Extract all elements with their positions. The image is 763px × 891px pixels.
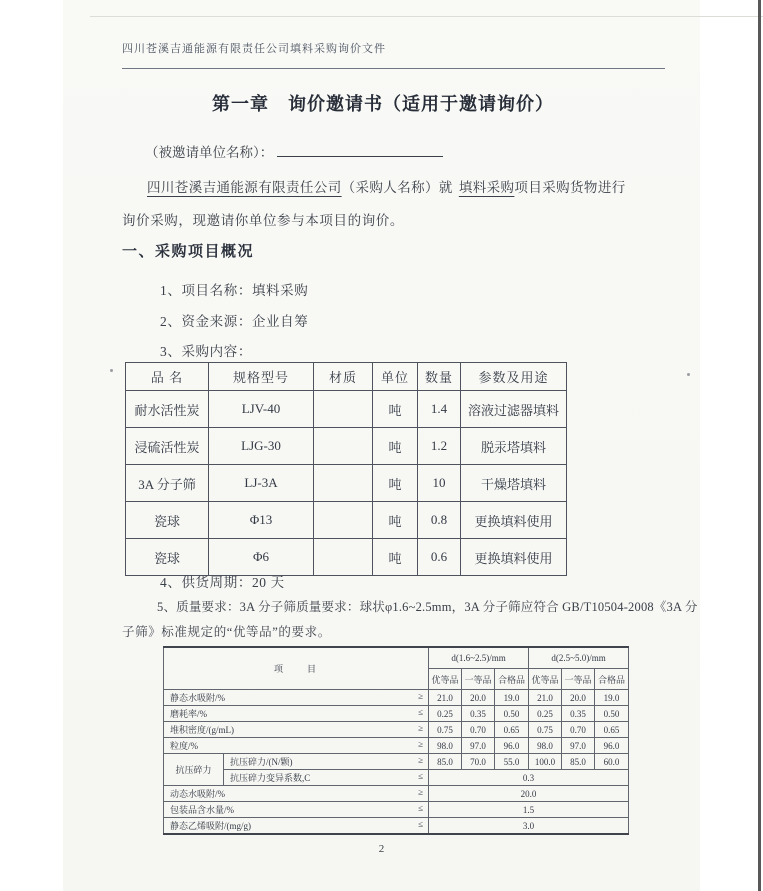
t1-cell: 干燥塔填料	[461, 465, 567, 502]
table-row	[126, 391, 567, 428]
t2-value-cell: 98.0	[429, 738, 462, 754]
t2-value-cell: 0.35	[562, 706, 595, 722]
table-row	[164, 786, 629, 802]
scan-top-edge	[90, 16, 763, 17]
t1-cell	[314, 428, 373, 465]
t1-cell: 溶液过滤器填料	[461, 391, 567, 428]
t2-grade-header: 合格品	[495, 669, 529, 690]
t2-span-value-cell: 20.0	[429, 786, 629, 802]
t1-cell: 吨	[373, 502, 418, 539]
section1-heading: 一、采购项目概况	[122, 244, 255, 260]
t1-cell: 更换填料使用	[461, 539, 567, 576]
scan-speck	[110, 369, 113, 372]
intro-paragraph-line2: 询价采购，现邀请你单位参与本项目的询价。	[122, 213, 404, 228]
t2-label-cell	[164, 722, 429, 738]
t1-cell: 浸硫活性炭	[126, 428, 209, 465]
spec-label: 抗压碎力/(N/颗)	[230, 757, 293, 767]
t2-value-cell: 20.0	[562, 690, 595, 706]
comparison-operator: ≥	[418, 691, 424, 701]
table-row	[126, 539, 567, 576]
t1-cell: 吨	[373, 465, 418, 502]
project-name: 填料采购	[458, 180, 515, 195]
t1-cell: 吨	[373, 428, 418, 465]
t2-value-cell: 19.0	[595, 690, 629, 706]
t1-cell: LJV-40	[209, 391, 314, 428]
invitee-line	[145, 141, 443, 161]
t1-cell: Φ13	[209, 502, 314, 539]
t1-cell: 3A 分子筛	[126, 465, 209, 502]
t2-value-cell: 96.0	[595, 738, 629, 754]
spec-label: 抗压碎力变异系数,C	[230, 773, 311, 783]
t1-cell: 10	[418, 465, 461, 502]
comparison-operator: ≥	[418, 787, 424, 797]
t2-value-cell: 0.70	[462, 722, 495, 738]
overview-item-2: 2、资金来源：企业自筹	[160, 314, 309, 329]
t1-header-cell: 数量	[418, 363, 461, 391]
t2-value-cell: 55.0	[495, 754, 529, 770]
t2-value-cell: 97.0	[462, 738, 495, 754]
t2-value-cell: 0.65	[595, 722, 629, 738]
table-row	[164, 722, 629, 738]
t2-label-cell	[164, 786, 429, 802]
t1-cell: 0.8	[418, 502, 461, 539]
t2-label-cell	[164, 802, 429, 818]
table-row	[164, 818, 629, 835]
buyer-suffix: （采购人名称）就	[341, 180, 453, 195]
t2-value-cell: 0.65	[495, 722, 529, 738]
t2-size-group-2: d(2.5~5.0)/mm	[529, 647, 629, 669]
t1-header-cell: 品 名	[126, 363, 209, 391]
t1-header-cell: 参数及用途	[461, 363, 567, 391]
intro-tail: 项目采购货物进行	[514, 180, 626, 195]
t1-cell: 脱汞塔填料	[461, 428, 567, 465]
header-rule	[122, 68, 665, 69]
crush-group-label: 抗压碎力	[164, 754, 224, 786]
t2-value-cell: 100.0	[529, 754, 562, 770]
t2-label-cell	[224, 754, 429, 770]
t2-value-cell: 98.0	[529, 738, 562, 754]
t2-value-cell: 20.0	[462, 690, 495, 706]
quality-header-row-1	[164, 647, 629, 669]
t2-value-cell: 85.0	[562, 754, 595, 770]
t1-cell: 更换填料使用	[461, 502, 567, 539]
t1-cell: Φ6	[209, 539, 314, 576]
page-number: 2	[378, 843, 385, 855]
t2-value-cell: 0.70	[562, 722, 595, 738]
t2-value-cell: 60.0	[595, 754, 629, 770]
table-row	[164, 706, 629, 722]
comparison-operator: ≥	[418, 755, 424, 765]
t2-value-cell: 21.0	[529, 690, 562, 706]
t1-cell: 耐水活性炭	[126, 391, 209, 428]
buyer-name: 四川苍溪吉通能源有限责任公司	[147, 180, 342, 195]
t1-header-cell: 材质	[314, 363, 373, 391]
t1-cell: 瓷球	[126, 502, 209, 539]
t1-header-cell: 规格型号	[209, 363, 314, 391]
t1-cell: LJG-30	[209, 428, 314, 465]
overview-item-1: 1、项目名称：填料采购	[160, 283, 309, 298]
comparison-operator: ≤	[418, 771, 424, 781]
comparison-operator: ≤	[418, 819, 424, 829]
item-quality-line2: 子筛》标准规定的“优等品”的要求。	[122, 625, 331, 639]
t2-grade-header: 优等品	[529, 669, 562, 690]
scan-speck	[687, 373, 690, 376]
t2-label-cell	[164, 690, 429, 706]
t2-value-cell: 0.75	[429, 722, 462, 738]
t2-value-cell: 0.35	[462, 706, 495, 722]
t1-cell: 吨	[373, 391, 418, 428]
table-row	[164, 690, 629, 706]
scan-right-edge-line	[758, 0, 761, 891]
spec-label: 静态水吸附/%	[170, 693, 225, 703]
t2-value-cell: 0.50	[495, 706, 529, 722]
t2-size-group-1: d(1.6~2.5)/mm	[429, 647, 529, 669]
table-row	[126, 502, 567, 539]
t2-label-cell	[164, 738, 429, 754]
t2-value-cell: 70.0	[462, 754, 495, 770]
t2-value-cell: 0.25	[429, 706, 462, 722]
t2-label-cell	[164, 818, 429, 835]
document-header: 四川苍溪吉通能源有限责任公司填料采购询价文件	[122, 43, 386, 55]
spec-label: 堆积密度/(g/mL)	[170, 725, 234, 735]
table-row	[164, 754, 629, 770]
t1-cell: LJ-3A	[209, 465, 314, 502]
t2-grade-header: 合格品	[595, 669, 629, 690]
spec-label: 磨耗率/%	[170, 709, 207, 719]
t2-grade-header: 优等品	[429, 669, 462, 690]
t2-item-header: 项 目	[164, 647, 429, 690]
comparison-operator: ≤	[418, 707, 424, 717]
t1-cell	[314, 502, 373, 539]
t2-span-value-cell: 3.0	[429, 818, 629, 835]
comparison-operator: ≥	[418, 723, 424, 733]
procurement-header-row	[126, 363, 567, 391]
chapter-title: 第一章 询价邀请书（适用于邀请询价）	[212, 94, 554, 114]
spec-label: 动态水吸附/%	[170, 789, 225, 799]
item-quality-line1: 5、质量要求：3A 分子筛质量要求：球状φ1.6~2.5mm，3A 分子筛应符合 GB/T10504-2008《3A 分	[157, 600, 698, 614]
t2-value-cell: 85.0	[429, 754, 462, 770]
t1-header-cell: 单位	[373, 363, 418, 391]
quality-spec-table	[163, 646, 629, 835]
t2-value-cell: 97.0	[562, 738, 595, 754]
spec-label: 包装品含水量/%	[170, 805, 234, 815]
t2-value-cell: 0.75	[529, 722, 562, 738]
item-supply-period: 4、供货周期：20 天	[160, 575, 285, 590]
t1-cell	[314, 539, 373, 576]
t2-grade-header: 一等品	[462, 669, 495, 690]
spec-label: 粒度/%	[170, 741, 198, 751]
t2-value-cell: 96.0	[495, 738, 529, 754]
t2-label-cell	[164, 706, 429, 722]
t1-cell: 瓷球	[126, 539, 209, 576]
document-page	[63, 0, 700, 891]
t2-grade-header: 一等品	[562, 669, 595, 690]
t1-cell: 1.2	[418, 428, 461, 465]
t2-value-cell: 0.25	[529, 706, 562, 722]
t1-cell: 1.4	[418, 391, 461, 428]
intro-paragraph-line1	[147, 176, 626, 196]
table-row	[164, 802, 629, 818]
table-row	[126, 428, 567, 465]
comparison-operator: ≤	[418, 803, 424, 813]
table-row	[126, 465, 567, 502]
t2-value-cell: 0.50	[595, 706, 629, 722]
table-row	[164, 770, 629, 786]
t1-cell	[314, 465, 373, 502]
comparison-operator: ≥	[418, 739, 424, 749]
invitee-label: （被邀请单位名称）：	[145, 145, 274, 160]
t1-cell: 吨	[373, 539, 418, 576]
t2-span-value-cell: 1.5	[429, 802, 629, 818]
t2-span-value-cell: 0.3	[429, 770, 629, 786]
spec-label: 静态乙烯吸附/(mg/g)	[170, 821, 251, 831]
procurement-table	[125, 362, 567, 576]
t2-value-cell: 21.0	[429, 690, 462, 706]
t2-value-cell: 19.0	[495, 690, 529, 706]
t1-cell	[314, 391, 373, 428]
invitee-blank-line	[277, 143, 443, 157]
overview-item-3: 3、采购内容：	[160, 344, 252, 359]
table-row	[164, 738, 629, 754]
t1-cell: 0.6	[418, 539, 461, 576]
t2-label-cell	[224, 770, 429, 786]
